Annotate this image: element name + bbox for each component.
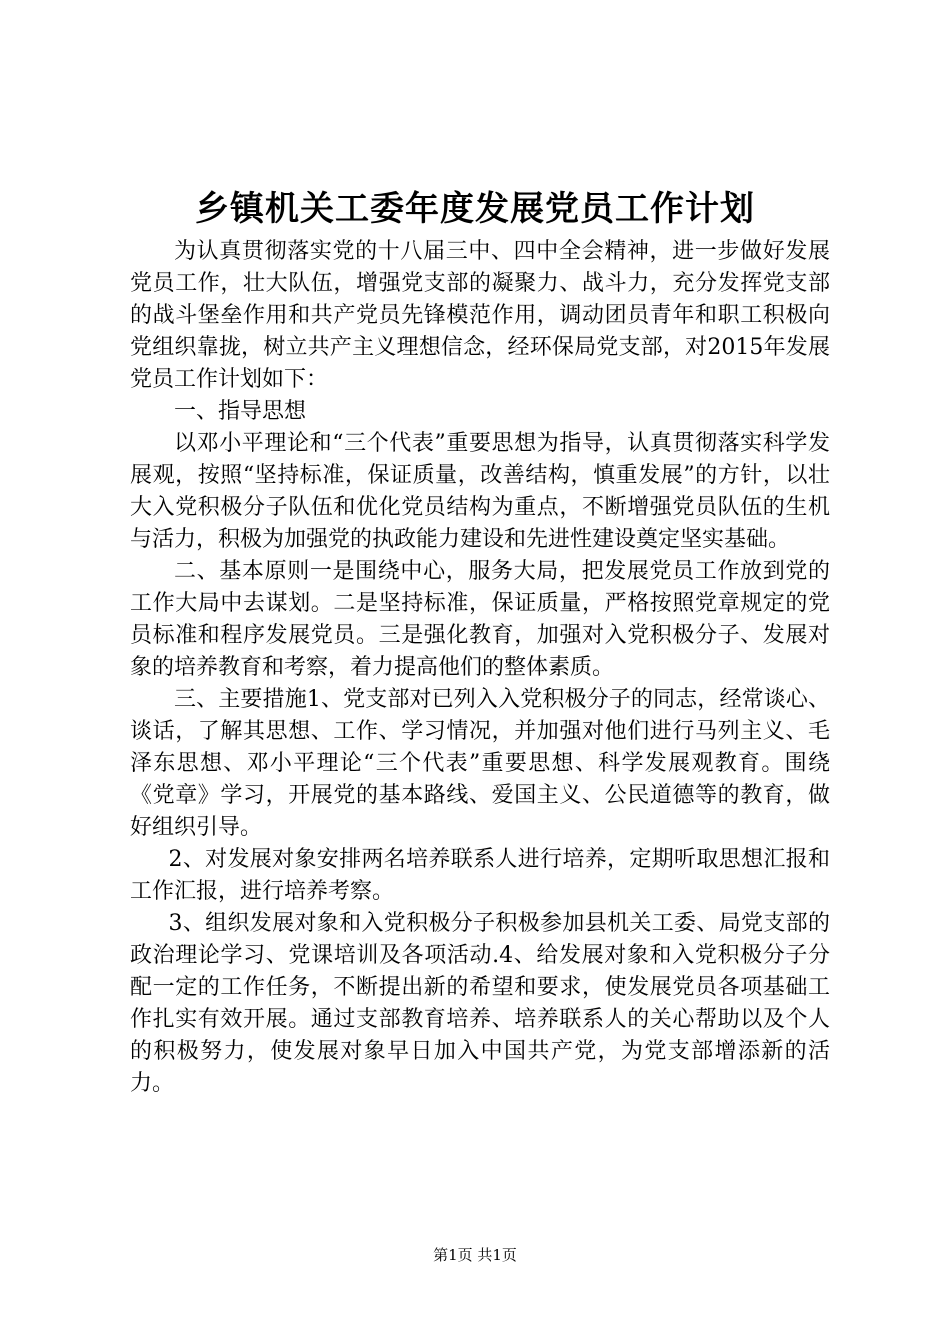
paragraph-measure-3: 3、组织发展对象和入党积极分子积极参加县机关工委、局党支部的政治理论学习、党课培训及各项活动.4、给发展对象和入党积极分子分配一定的工作任务，不断提出新的希望和要求，使发展党员各项基础工作扎实有效开展。通过支部教育培养、培养联系人的关心帮助以及个人的积极努力，使发展对象早日加入中国共产党，为党支部增添新的活力。	[130, 911, 830, 1096]
document-body	[130, 236, 830, 1100]
paragraph-guiding-thought: 以邓小平理论和“三个代表”重要思想为指导，认真贯彻落实科学发展观，按照“坚持标准，保证质量，改善结构，慎重发展”的方针，以壮大入党积极分子队伍和优化党员结构为重点，不断增强党员队伍的生机与活力，积极为加强党的执政能力建设和先进性建设奠定坚实基础。	[130, 431, 830, 552]
paragraph-measure-2: 2、对发展对象安排两名培养联系人进行培养，定期听取思想汇报和工作汇报，进行培养考察。	[130, 847, 830, 904]
paragraph-intro: 为认真贯彻落实党的十八届三中、四中全会精神，进一步做好发展党员工作，壮大队伍，增强党支部的凝聚力、战斗力，充分发挥党支部的战斗堡垒作用和共产党员先锋模范作用，调动团员青年和职工积极向党组织靠拢，树立共产主义理想信念，经环保局党支部，对2015年发展党员工作计划如下：	[130, 239, 830, 392]
page-footer: 第1页 共1页	[433, 1246, 517, 1264]
document-title: 乡镇机关工委年度发展党员工作计划	[195, 189, 755, 229]
paragraph-basic-principles: 二、基本原则一是围绕中心，服务大局，把发展党员工作放到党的工作大局中去谋划。二是坚持标准，保证质量，严格按照党章规定的党员标准和程序发展党员。三是强化教育，加强对入党积极分子、发展对象的培养教育和考察，着力提高他们的整体素质。	[130, 559, 830, 680]
section-heading-guiding-thought: 一、指导思想	[174, 399, 307, 424]
paragraph-main-measures: 三、主要措施1、党支部对已列入入党积极分子的同志，经常谈心、谈话，了解其思想、工作、学习情况，并加强对他们进行马列主义、毛泽东思想、邓小平理论“三个代表”重要思想、科学发展观教育。围绕《党章》学习，开展党的基本路线、爱国主义、公民道德等的教育，做好组织引导。	[130, 687, 830, 840]
